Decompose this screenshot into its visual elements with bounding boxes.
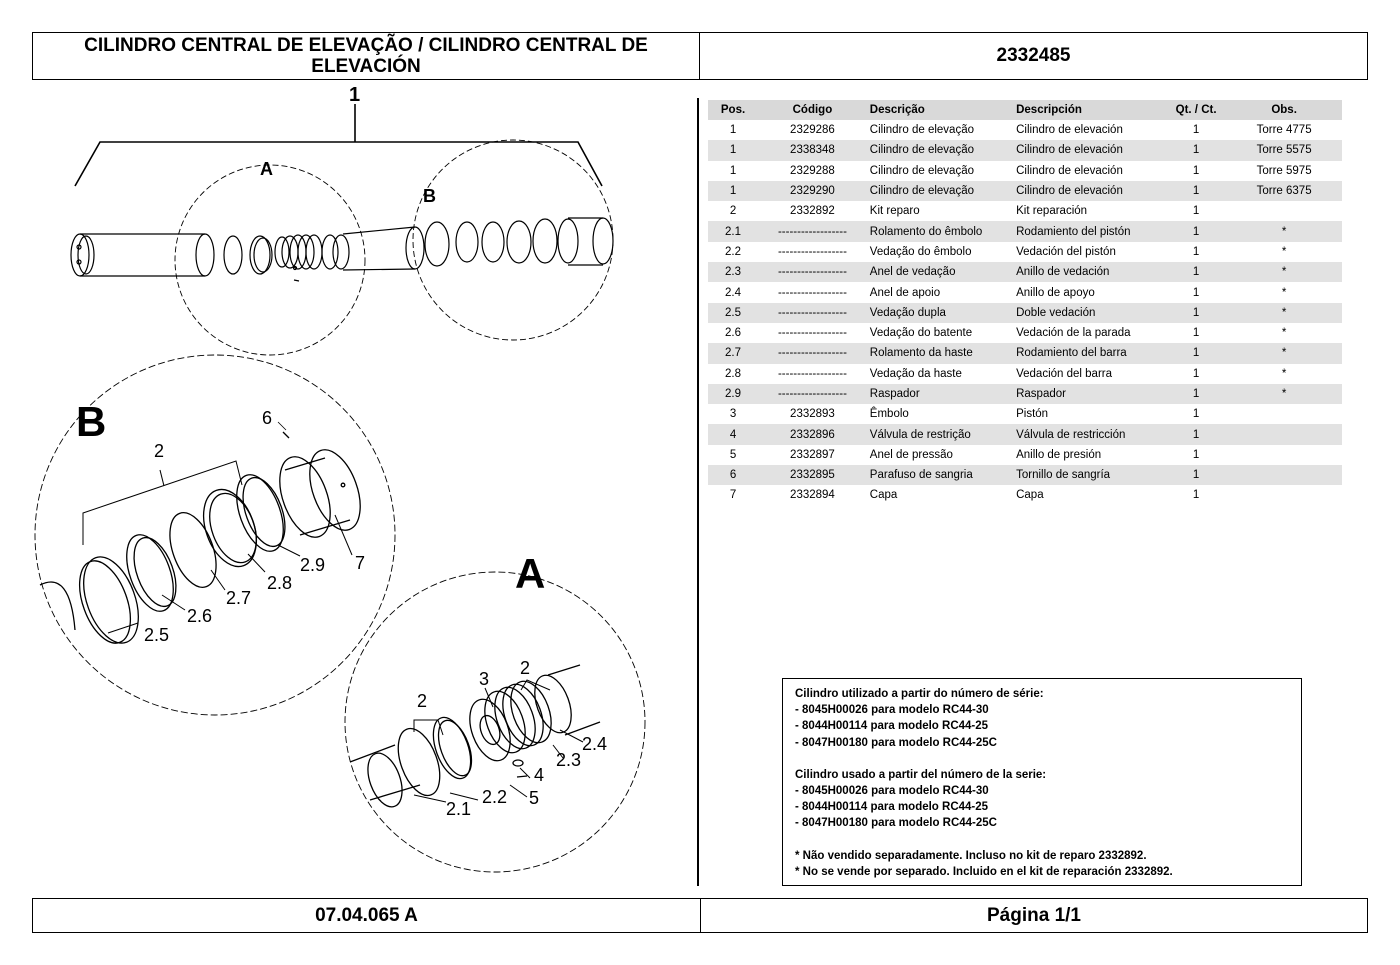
table-row bbox=[708, 120, 1342, 140]
table-row bbox=[708, 485, 1342, 505]
cell-obs: * bbox=[1226, 384, 1342, 404]
cell-description-es: Rodamiento del pistón bbox=[1013, 221, 1166, 241]
cell-description-pt: Vedação do êmbolo bbox=[869, 245, 972, 258]
note-line-es: - 8044H00114 para modelo RC44-25 bbox=[795, 801, 989, 814]
cell-description-es: Vedación de la parada bbox=[1016, 327, 1131, 340]
cell-pos: 5 bbox=[729, 448, 737, 461]
table-row bbox=[708, 404, 1342, 424]
cell-pos: 2 bbox=[729, 205, 737, 218]
cell-obs: * bbox=[1226, 262, 1342, 282]
cell-description-es: Cilindro de elevación bbox=[1016, 164, 1123, 177]
cell-description-pt: Raspador bbox=[867, 384, 1013, 404]
cell-obs bbox=[1226, 424, 1342, 444]
cell-description-pt: Válvula de restrição bbox=[867, 424, 1013, 444]
cell-code: ------------------ bbox=[777, 286, 847, 299]
table-row bbox=[708, 303, 1342, 323]
label-a-small: A bbox=[260, 159, 273, 179]
cell-obs: * bbox=[1281, 327, 1287, 340]
cell-description-pt: Capa bbox=[869, 489, 898, 502]
cell-code: 2338348 bbox=[758, 140, 867, 160]
header-pos: Pos. bbox=[708, 100, 758, 120]
label-a-4: 4 bbox=[534, 765, 545, 785]
table-row bbox=[708, 221, 1342, 241]
cell-obs: * bbox=[1281, 245, 1287, 258]
note-line-pt: - 8044H00114 para modelo RC44-25 bbox=[795, 720, 989, 733]
cell-pos: 6 bbox=[708, 465, 758, 485]
cell-qty: 1 bbox=[1166, 424, 1226, 444]
cell-code: 2329288 bbox=[790, 164, 835, 177]
cell-obs: Torre 5575 bbox=[1226, 140, 1342, 160]
cylinder-assembly bbox=[71, 218, 613, 281]
table-row bbox=[708, 181, 1342, 201]
cell-code: ------------------ bbox=[758, 303, 867, 323]
cell-pos: 2.9 bbox=[708, 384, 758, 404]
label-a-2-1: 2.1 bbox=[446, 799, 472, 819]
cell-qty: 1 bbox=[1192, 327, 1200, 340]
header-code: Código bbox=[758, 100, 867, 120]
note-line-pt: - 8047H00180 para modelo RC44-25C bbox=[795, 736, 997, 749]
footnote-pt: * Não vendido separadamente. Incluso no kit de reparo 2332892. bbox=[795, 849, 1147, 862]
cell-pos: 2.8 bbox=[725, 367, 742, 380]
cell-description-pt: Cilindro de elevação bbox=[867, 181, 1013, 201]
header-description-es: Descripción bbox=[1013, 100, 1166, 120]
cell-code: ------------------ bbox=[777, 327, 847, 340]
label-b-7: 7 bbox=[355, 553, 366, 573]
page-indicator: Página 1/1 bbox=[987, 904, 1081, 926]
label-b-small: B bbox=[423, 186, 436, 206]
cell-pos: 2.4 bbox=[725, 286, 742, 299]
label-a-large: A bbox=[515, 550, 546, 597]
cell-description-es: Anillo de presión bbox=[1016, 448, 1102, 461]
detail-a-parts bbox=[350, 665, 600, 811]
cell-obs: * bbox=[1226, 303, 1342, 323]
table-row bbox=[708, 201, 1342, 221]
cell-qty: 1 bbox=[1192, 205, 1200, 218]
note-line-pt: - 8045H00026 para modelo RC44-30 bbox=[795, 704, 989, 717]
cell-description-pt: Êmbolo bbox=[869, 408, 909, 421]
label-b-large: B bbox=[76, 398, 107, 445]
cell-description-pt: Anel de vedação bbox=[867, 262, 1013, 282]
cell-obs bbox=[1226, 404, 1342, 424]
label-a-5: 5 bbox=[529, 788, 540, 808]
cell-code: ------------------ bbox=[758, 343, 867, 363]
cell-code: ------------------ bbox=[777, 367, 847, 380]
cell-pos: 2.6 bbox=[725, 327, 742, 340]
table-row bbox=[708, 161, 1342, 181]
cell-pos: 2.2 bbox=[725, 245, 742, 258]
cell-description-es: Doble vedación bbox=[1013, 303, 1166, 323]
cell-qty: 1 bbox=[1166, 384, 1226, 404]
cell-description-es: Cilindro de elevación bbox=[1013, 140, 1166, 160]
column-divider bbox=[697, 98, 699, 886]
cell-description-es: Pistón bbox=[1016, 408, 1049, 421]
label-a-2-3: 2.3 bbox=[556, 750, 582, 770]
cell-qty: 1 bbox=[1192, 408, 1200, 421]
document-title: CILINDRO CENTRAL DE ELEVAÇÃO / CILINDRO CENTRAL DE ELEVACIÓN bbox=[33, 33, 700, 79]
cell-description-es: Rodamiento del barra bbox=[1013, 343, 1166, 363]
note-line-es: - 8045H00026 para modelo RC44-30 bbox=[795, 785, 989, 798]
table-row bbox=[708, 384, 1342, 404]
cell-code: 2332893 bbox=[790, 408, 835, 421]
parts-table bbox=[708, 100, 1342, 506]
cell-code: 2332894 bbox=[790, 489, 835, 502]
cell-description-pt: Vedação da haste bbox=[869, 367, 962, 380]
cell-qty: 1 bbox=[1192, 164, 1200, 177]
table-row bbox=[708, 465, 1342, 485]
cell-qty: 1 bbox=[1192, 367, 1200, 380]
cell-description-es: Válvula de restricción bbox=[1013, 424, 1166, 444]
cell-description-es: Capa bbox=[1016, 489, 1044, 502]
table-row bbox=[708, 242, 1342, 262]
cell-qty: 1 bbox=[1166, 262, 1226, 282]
cell-code: 2332895 bbox=[758, 465, 867, 485]
cell-description-pt: Cilindro de elevação bbox=[869, 124, 974, 137]
label-b-2-5: 2.5 bbox=[144, 625, 170, 645]
cell-pos: 1 bbox=[708, 140, 758, 160]
cell-description-pt: Cilindro de elevação bbox=[869, 164, 974, 177]
cell-qty: 1 bbox=[1166, 465, 1226, 485]
cell-description-pt: Parafuso de sangria bbox=[867, 465, 1013, 485]
cell-description-es: Vedación del barra bbox=[1016, 367, 1112, 380]
cell-obs: * bbox=[1281, 286, 1287, 299]
label-b-2-9: 2.9 bbox=[300, 555, 326, 575]
footer-bar bbox=[32, 898, 1368, 933]
cell-code: 2332896 bbox=[758, 424, 867, 444]
cell-description-pt: Rolamento do êmbolo bbox=[867, 221, 1013, 241]
assembly-bracket bbox=[75, 104, 602, 186]
cell-code: 2332897 bbox=[790, 448, 835, 461]
cell-qty: 1 bbox=[1192, 489, 1200, 502]
cell-obs bbox=[1226, 445, 1342, 465]
serial-note-box bbox=[782, 678, 1302, 886]
table-row bbox=[708, 445, 1342, 465]
cell-description-pt: Vedação do batente bbox=[869, 327, 973, 340]
table-row bbox=[708, 343, 1342, 363]
cell-obs: Torre 4775 bbox=[1256, 124, 1312, 137]
cell-description-es: Tornillo de sangría bbox=[1013, 465, 1166, 485]
cell-pos: 7 bbox=[729, 489, 737, 502]
cell-pos: 3 bbox=[729, 408, 737, 421]
cell-description-pt: Cilindro de elevação bbox=[867, 140, 1013, 160]
cell-obs bbox=[1226, 465, 1342, 485]
table-row bbox=[708, 282, 1342, 302]
exploded-view-drawing bbox=[34, 82, 674, 892]
detail-b-circle-small bbox=[413, 140, 613, 340]
cell-qty: 1 bbox=[1192, 286, 1200, 299]
label-b-6: 6 bbox=[262, 408, 273, 428]
label-b-2-8: 2.8 bbox=[267, 573, 293, 593]
note-title-es: Cilindro usado a partir del número de la serie: bbox=[795, 768, 1047, 781]
table-row bbox=[708, 262, 1342, 282]
cell-code: 2329286 bbox=[790, 124, 835, 137]
cell-obs bbox=[1226, 201, 1342, 221]
cell-description-pt: Rolamento da haste bbox=[867, 343, 1013, 363]
cell-description-es: Raspador bbox=[1013, 384, 1166, 404]
table-header-row bbox=[708, 100, 1342, 120]
header-qty: Qt. / Ct. bbox=[1166, 100, 1226, 120]
note-title-pt: Cilindro utilizado a partir do número de série: bbox=[795, 688, 1044, 700]
cell-description-pt: Vedação dupla bbox=[867, 303, 1013, 323]
table-row bbox=[708, 424, 1342, 444]
cell-description-es: Cilindro de elevación bbox=[1016, 124, 1123, 137]
label-1: 1 bbox=[349, 84, 361, 106]
cell-qty: 1 bbox=[1166, 181, 1226, 201]
cell-obs: * bbox=[1226, 343, 1342, 363]
cell-pos: 1 bbox=[708, 181, 758, 201]
cell-obs: Torre 6375 bbox=[1226, 181, 1342, 201]
cell-description-es: Kit reparación bbox=[1016, 205, 1088, 218]
cell-pos: 1 bbox=[729, 164, 737, 177]
label-a-3: 3 bbox=[479, 669, 490, 689]
label-b-2: 2 bbox=[154, 441, 165, 461]
cell-code: ------------------ bbox=[777, 245, 847, 258]
cell-qty: 1 bbox=[1166, 343, 1226, 363]
cell-code: ------------------ bbox=[758, 221, 867, 241]
part-number: 2332485 bbox=[996, 45, 1071, 66]
label-a-2-4: 2.4 bbox=[582, 734, 608, 754]
document-code: 07.04.065 A bbox=[33, 899, 701, 932]
table-row bbox=[708, 323, 1342, 343]
header-obs: Obs. bbox=[1226, 100, 1342, 120]
cell-code: ------------------ bbox=[758, 262, 867, 282]
cell-description-es: Vedación del pistón bbox=[1016, 245, 1116, 258]
cell-pos: 4 bbox=[708, 424, 758, 444]
cell-qty: 1 bbox=[1192, 124, 1200, 137]
cell-code: ------------------ bbox=[758, 384, 867, 404]
cell-pos: 1 bbox=[729, 124, 737, 137]
note-line-es: - 8047H00180 para modelo RC44-25C bbox=[795, 817, 997, 830]
cell-qty: 1 bbox=[1166, 221, 1226, 241]
header-description-pt: Descrição bbox=[867, 100, 1013, 120]
cell-code: 2332892 bbox=[790, 205, 835, 218]
table-row bbox=[708, 364, 1342, 384]
label-b-2-6: 2.6 bbox=[187, 606, 213, 626]
cell-qty: 1 bbox=[1192, 448, 1200, 461]
cell-description-pt: Anel de pressão bbox=[869, 448, 953, 461]
footnote-es: * No se vende por separado. Incluido en el kit de reparación 2332892. bbox=[795, 865, 1173, 878]
cell-qty: 1 bbox=[1192, 245, 1200, 258]
header-bar bbox=[32, 32, 1368, 80]
cell-description-pt: Anel de apoio bbox=[869, 286, 941, 299]
cell-obs: * bbox=[1226, 221, 1342, 241]
cell-pos: 2.7 bbox=[708, 343, 758, 363]
cell-obs bbox=[1226, 485, 1342, 505]
cell-pos: 2.3 bbox=[708, 262, 758, 282]
cell-description-es: Cilindro de elevación bbox=[1013, 181, 1166, 201]
cell-obs: Torre 5975 bbox=[1256, 164, 1312, 177]
cell-pos: 2.5 bbox=[708, 303, 758, 323]
cell-description-es: Anillo de apoyo bbox=[1016, 286, 1095, 299]
cell-qty: 1 bbox=[1166, 140, 1226, 160]
label-a-2-right: 2 bbox=[520, 658, 531, 678]
label-a-2-2: 2.2 bbox=[482, 787, 508, 807]
cell-pos: 2.1 bbox=[708, 221, 758, 241]
table-body bbox=[708, 120, 1342, 506]
label-b-2-7: 2.7 bbox=[226, 588, 252, 608]
label-a-2-left: 2 bbox=[417, 691, 428, 711]
cell-description-es: Anillo de vedación bbox=[1013, 262, 1166, 282]
cell-code: 2329290 bbox=[758, 181, 867, 201]
table-row bbox=[708, 140, 1342, 160]
cell-obs: * bbox=[1281, 367, 1287, 380]
cell-qty: 1 bbox=[1166, 303, 1226, 323]
cell-description-pt: Kit reparo bbox=[869, 205, 920, 218]
